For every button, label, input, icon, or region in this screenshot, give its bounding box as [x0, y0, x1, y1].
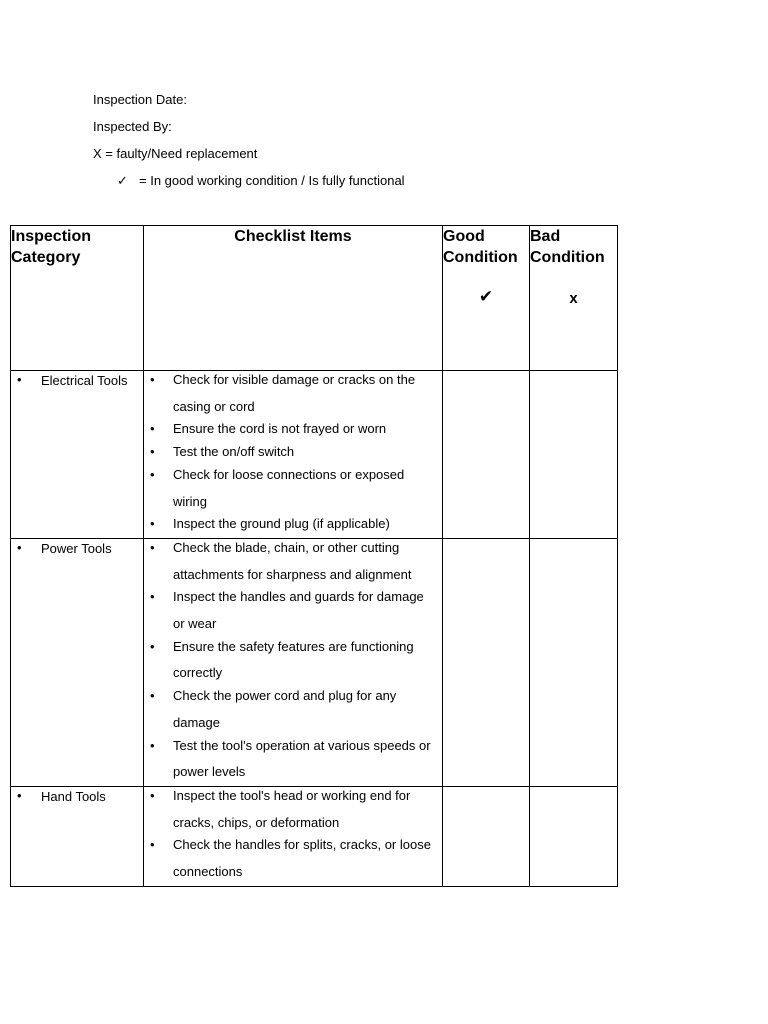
list-item — [144, 634, 442, 687]
header-bad-label: Bad Condition — [530, 228, 605, 266]
bullet-icon: • — [150, 787, 155, 803]
table-row — [11, 371, 618, 539]
bullet-icon: • — [150, 539, 155, 555]
category-cell — [11, 538, 144, 786]
checklist-items-cell — [144, 786, 443, 886]
legend-faulty: X = faulty/Need replacement — [93, 146, 258, 161]
good-condition-cell[interactable] — [443, 786, 530, 886]
bullet-icon: • — [150, 516, 155, 532]
bullet-icon: • — [150, 737, 155, 753]
bullet-icon: • — [150, 638, 155, 654]
table-body — [11, 371, 618, 887]
header-bad-condition — [530, 226, 618, 371]
checkmark-icon: ✓ — [117, 173, 128, 188]
list-item — [144, 462, 442, 515]
list-item — [144, 367, 442, 420]
header-checklist-items: Checklist Items — [144, 226, 443, 371]
list-item — [144, 733, 442, 786]
checklist-item-text: Check the blade, chain, or other cutting attachments for sharpness and alignment — [173, 539, 412, 582]
header-inspection-category: Inspection Category — [11, 226, 144, 371]
checklist-item-text: Inspect the tool's head or working end for cracks, chips, or deformation — [173, 787, 411, 830]
good-condition-cell[interactable] — [443, 371, 530, 539]
document-header — [93, 86, 405, 194]
checklist-item-text: Check for loose connections or exposed wiring — [173, 466, 405, 509]
bullet-icon: • — [17, 787, 22, 803]
checklist-items-cell — [144, 371, 443, 539]
list-item — [144, 783, 442, 836]
category-label: Electrical Tools — [41, 373, 128, 388]
checklist-item-text: Ensure the safety features are functioning correctly — [173, 638, 414, 681]
table-row — [11, 538, 618, 786]
bullet-icon: • — [17, 372, 22, 387]
checklist-item-text: Check for visible damage or cracks on the casing or cord — [173, 372, 416, 414]
table-row — [11, 786, 618, 886]
bad-condition-cell[interactable] — [530, 538, 618, 786]
bullet-icon: • — [150, 837, 155, 853]
category-label: Power Tools — [41, 540, 112, 556]
category-label: Hand Tools — [41, 788, 106, 804]
category-cell — [11, 786, 144, 886]
checklist-items-list — [144, 783, 442, 886]
category-cell — [11, 371, 144, 539]
checklist-items-list — [144, 367, 442, 538]
inspection-checklist-table — [10, 225, 618, 887]
list-item — [144, 832, 442, 885]
checklist-item-text: Ensure the cord is not frayed or worn — [173, 421, 387, 437]
bullet-icon: • — [17, 539, 22, 555]
bad-condition-cell[interactable] — [530, 786, 618, 886]
list-item — [144, 683, 442, 736]
bullet-icon: • — [150, 421, 155, 437]
bullet-icon: • — [150, 466, 155, 482]
list-item — [144, 535, 442, 588]
checklist-item-text: Test the on/off switch — [173, 444, 295, 460]
bullet-icon: • — [150, 372, 155, 387]
checkmark-icon: ✔ — [478, 287, 494, 306]
inspection-date-label: Inspection Date: — [93, 92, 187, 107]
checklist-item-text: Inspect the handles and guards for damage or wear — [173, 589, 424, 632]
legend-good — [93, 167, 405, 194]
header-good-label: Good Condition — [443, 228, 518, 266]
bullet-icon: • — [150, 688, 155, 704]
header-good-condition — [443, 226, 530, 371]
checklist-item-text: Test the tool's operation at various speeds or power levels — [173, 737, 431, 780]
table-header-row — [11, 226, 618, 371]
x-mark-icon: x — [569, 290, 578, 307]
bad-condition-cell[interactable] — [530, 371, 618, 539]
checklist-item-text: Check the handles for splits, cracks, or loose connections — [173, 837, 431, 880]
legend-good-text: = In good working condition / Is fully functional — [139, 173, 405, 188]
checklist-item-text: Check the power cord and plug for any damage — [173, 688, 397, 730]
checklist-item-text: Inspect the ground plug (if applicable) — [173, 516, 390, 532]
list-item — [144, 584, 442, 637]
inspected-by-label: Inspected By: — [93, 119, 172, 134]
checklist-items-cell — [144, 538, 443, 786]
bullet-icon: • — [150, 589, 155, 605]
checklist-items-list — [144, 535, 442, 786]
good-condition-cell[interactable] — [443, 538, 530, 786]
list-item — [144, 511, 442, 538]
bullet-icon: • — [150, 444, 155, 460]
